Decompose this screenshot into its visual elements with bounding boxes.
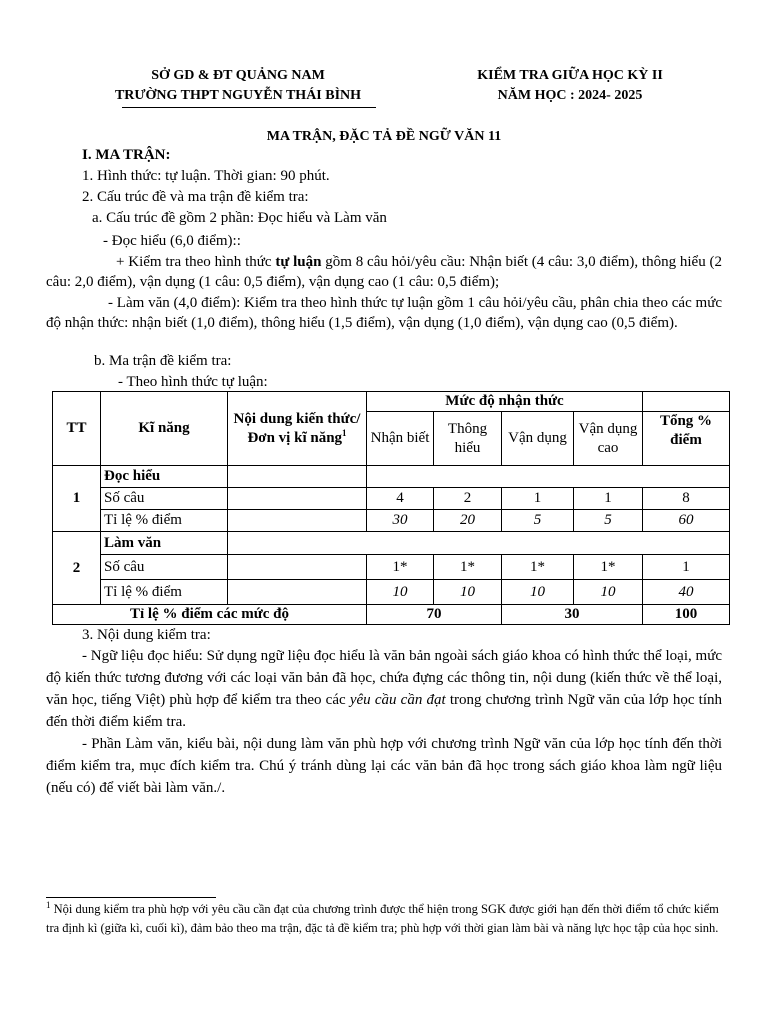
school-name: TRƯỜNG THPT NGUYỄN THÁI BÌNH xyxy=(114,88,362,103)
table-row xyxy=(53,555,730,580)
group1-score-label: Tỉ lệ % điểm xyxy=(101,510,228,532)
table-cell: 1 xyxy=(574,488,643,510)
reading-material-post: trong chương trình Ngữ văn của lớp học tính đến thời điểm kiểm tra. xyxy=(46,692,722,730)
content-heading: 3. Nội dung kiểm tra: xyxy=(82,627,211,643)
footer-apply: 30 xyxy=(502,605,643,625)
group2-score-label: Tỉ lệ % điểm xyxy=(101,580,228,605)
structure-b-sub-line: - Theo hình thức tự luận: xyxy=(118,374,268,390)
group2-name: Làm văn xyxy=(101,532,228,555)
group2-question-count-label: Số câu xyxy=(101,555,228,580)
table-cell: 10 xyxy=(574,580,643,605)
table-cell: 1 xyxy=(502,488,574,510)
table-cell: 1* xyxy=(574,555,643,580)
table-cell: 2 xyxy=(434,488,502,510)
table-cell: 60 xyxy=(643,510,730,532)
section-heading-matrix: I. MA TRẬN: xyxy=(82,147,171,163)
header-content xyxy=(228,392,367,466)
group2-number: 2 xyxy=(53,532,101,605)
footnote xyxy=(46,900,722,938)
header-apply-high: Vận dụng cao xyxy=(574,412,643,466)
exam-name: KIỂM TRA GIỮA HỌC KỲ II xyxy=(477,68,663,83)
table-cell: 10 xyxy=(367,580,434,605)
table-cell: 8 xyxy=(643,488,730,510)
footnote-divider xyxy=(46,897,216,898)
writing-section-paragraph: - Phần Làm văn, kiểu bài, nội dung làm văn phù hợp với chương trình Ngữ văn của lớp học tính đến thời điểm kiểm tra, mục đích kiểm tra. Chú ý tránh dùng lại các văn bản đã học trong sách giáo khoa làm ngữ liệu (nếu có) để viết bài làm văn./. xyxy=(46,736,722,796)
empty-cell xyxy=(228,580,367,605)
reading-material-paragraph xyxy=(46,645,722,733)
table-cell: 5 xyxy=(574,510,643,532)
table-cell: 20 xyxy=(434,510,502,532)
header-apply: Vận dụng xyxy=(502,412,574,466)
reading-bold: tự luận xyxy=(275,254,322,270)
empty-cell xyxy=(228,466,367,488)
table-header-row xyxy=(53,392,730,412)
header-total: Tổng % điểm xyxy=(643,412,730,466)
empty-cell xyxy=(228,510,367,532)
table-cell: 10 xyxy=(502,580,574,605)
table-cell: 30 xyxy=(367,510,434,532)
structure-a-line: a. Cấu trúc đề gồm 2 phần: Đọc hiểu và Làm văn xyxy=(92,210,387,226)
reading-pre: + Kiểm tra theo hình thức xyxy=(116,254,276,270)
header-total-top xyxy=(643,392,730,412)
table-row xyxy=(53,466,730,488)
table-cell: 1* xyxy=(434,555,502,580)
structure-line: 2. Cấu trúc đề và ma trận đề kiểm tra: xyxy=(82,189,309,205)
empty-cell xyxy=(228,555,367,580)
exam-matrix-table xyxy=(52,391,730,625)
table-cell: 40 xyxy=(643,580,730,605)
reading-material-italic: yêu cầu cần đạt xyxy=(349,692,446,708)
table-cell: 1* xyxy=(367,555,434,580)
table-row xyxy=(53,532,730,555)
form-line: 1. Hình thức: tự luận. Thời gian: 90 phút. xyxy=(82,168,330,184)
department-name: SỞ GD & ĐT QUẢNG NAM xyxy=(151,68,325,83)
group1-name: Đọc hiểu xyxy=(101,466,228,488)
reading-heading: - Đọc hiểu (6,0 điểm):: xyxy=(103,233,241,249)
reading-paragraph xyxy=(46,252,722,292)
footer-label: Tỉ lệ % điểm các mức độ xyxy=(53,605,367,625)
footer-recognize-understand: 70 xyxy=(367,605,502,625)
school-year: NĂM HỌC : 2024- 2025 xyxy=(497,88,643,103)
school-header xyxy=(88,66,388,106)
empty-cell xyxy=(228,488,367,510)
footnote-ref: 1 xyxy=(342,427,347,438)
exam-header xyxy=(440,66,700,106)
footer-total: 100 xyxy=(643,605,730,625)
writing-paragraph: - Làm văn (4,0 điểm): Kiểm tra theo hình thức tự luận gồm 1 câu hỏi/yêu cầu, phân chia theo các mức độ nhận thức: nhận biết (1,0 điểm), thông hiểu (1,5 điểm), vận dụng (1,0 điểm), vận dụng cao (0,5 điểm). xyxy=(46,295,722,331)
footnote-mark: 1 xyxy=(46,899,51,910)
reading-material-pre: - Ngữ liệu đọc hiểu: Sử dụng ngữ liệu đọc hiểu là văn bản ngoài sách giáo khoa có hình thức thể loại, mức độ kiến thức tương đương với các loại văn bản đã học, chứa đựng các thông tin, nội dung (kiến thức về thể loại, văn học, tiếng Việt) phù hợp để kiểm tra theo các xyxy=(46,648,722,708)
group1-question-count-label: Số câu xyxy=(101,488,228,510)
structure-b-line: b. Ma trận đề kiểm tra: xyxy=(94,353,232,369)
table-footer-row xyxy=(53,605,730,625)
footnote-text: Nội dung kiểm tra phù hợp với yêu cầu cần đạt của chương trình được thể hiện trong SGK được giới hạn đến thời điểm tổ chức kiểm tra định kì (giữa kì, cuối kì), đảm bảo theo ma trận, đặc tả đề kiểm tra; phù hợp với thời gian làm bài và năng lực học tập của học sinh. xyxy=(46,902,719,935)
header-skill: Kĩ năng xyxy=(101,392,228,466)
header-cognitive-level: Mức độ nhận thức xyxy=(367,392,643,412)
group1-number: 1 xyxy=(53,466,101,532)
table-cell: 1 xyxy=(643,555,730,580)
document-title: MA TRẬN, ĐẶC TẢ ĐỀ NGỮ VĂN 11 xyxy=(266,129,502,144)
header-content-text: Nội dung kiến thức/Đơn vị kĩ năng xyxy=(233,410,361,446)
table-row xyxy=(53,488,730,510)
table-cell: 10 xyxy=(434,580,502,605)
table-cell: 1* xyxy=(502,555,574,580)
empty-cell xyxy=(228,532,730,555)
empty-cell xyxy=(367,466,730,488)
header-divider xyxy=(122,107,376,108)
header-recognize: Nhận biết xyxy=(367,412,434,466)
reading-post: gồm 8 câu hỏi/yêu cầu: Nhận biết (4 câu: 3,0 điểm), thông hiểu (2 câu: 2,0 điểm), vận dụng (1 câu: 0,5 điểm), vận dụng cao (1 câu: 0,5 điểm); xyxy=(46,254,722,290)
table-row xyxy=(53,510,730,532)
table-cell: 4 xyxy=(367,488,434,510)
table-cell: 5 xyxy=(502,510,574,532)
header-understand: Thông hiểu xyxy=(434,412,502,466)
table-row xyxy=(53,580,730,605)
header-tt: TT xyxy=(53,392,101,466)
